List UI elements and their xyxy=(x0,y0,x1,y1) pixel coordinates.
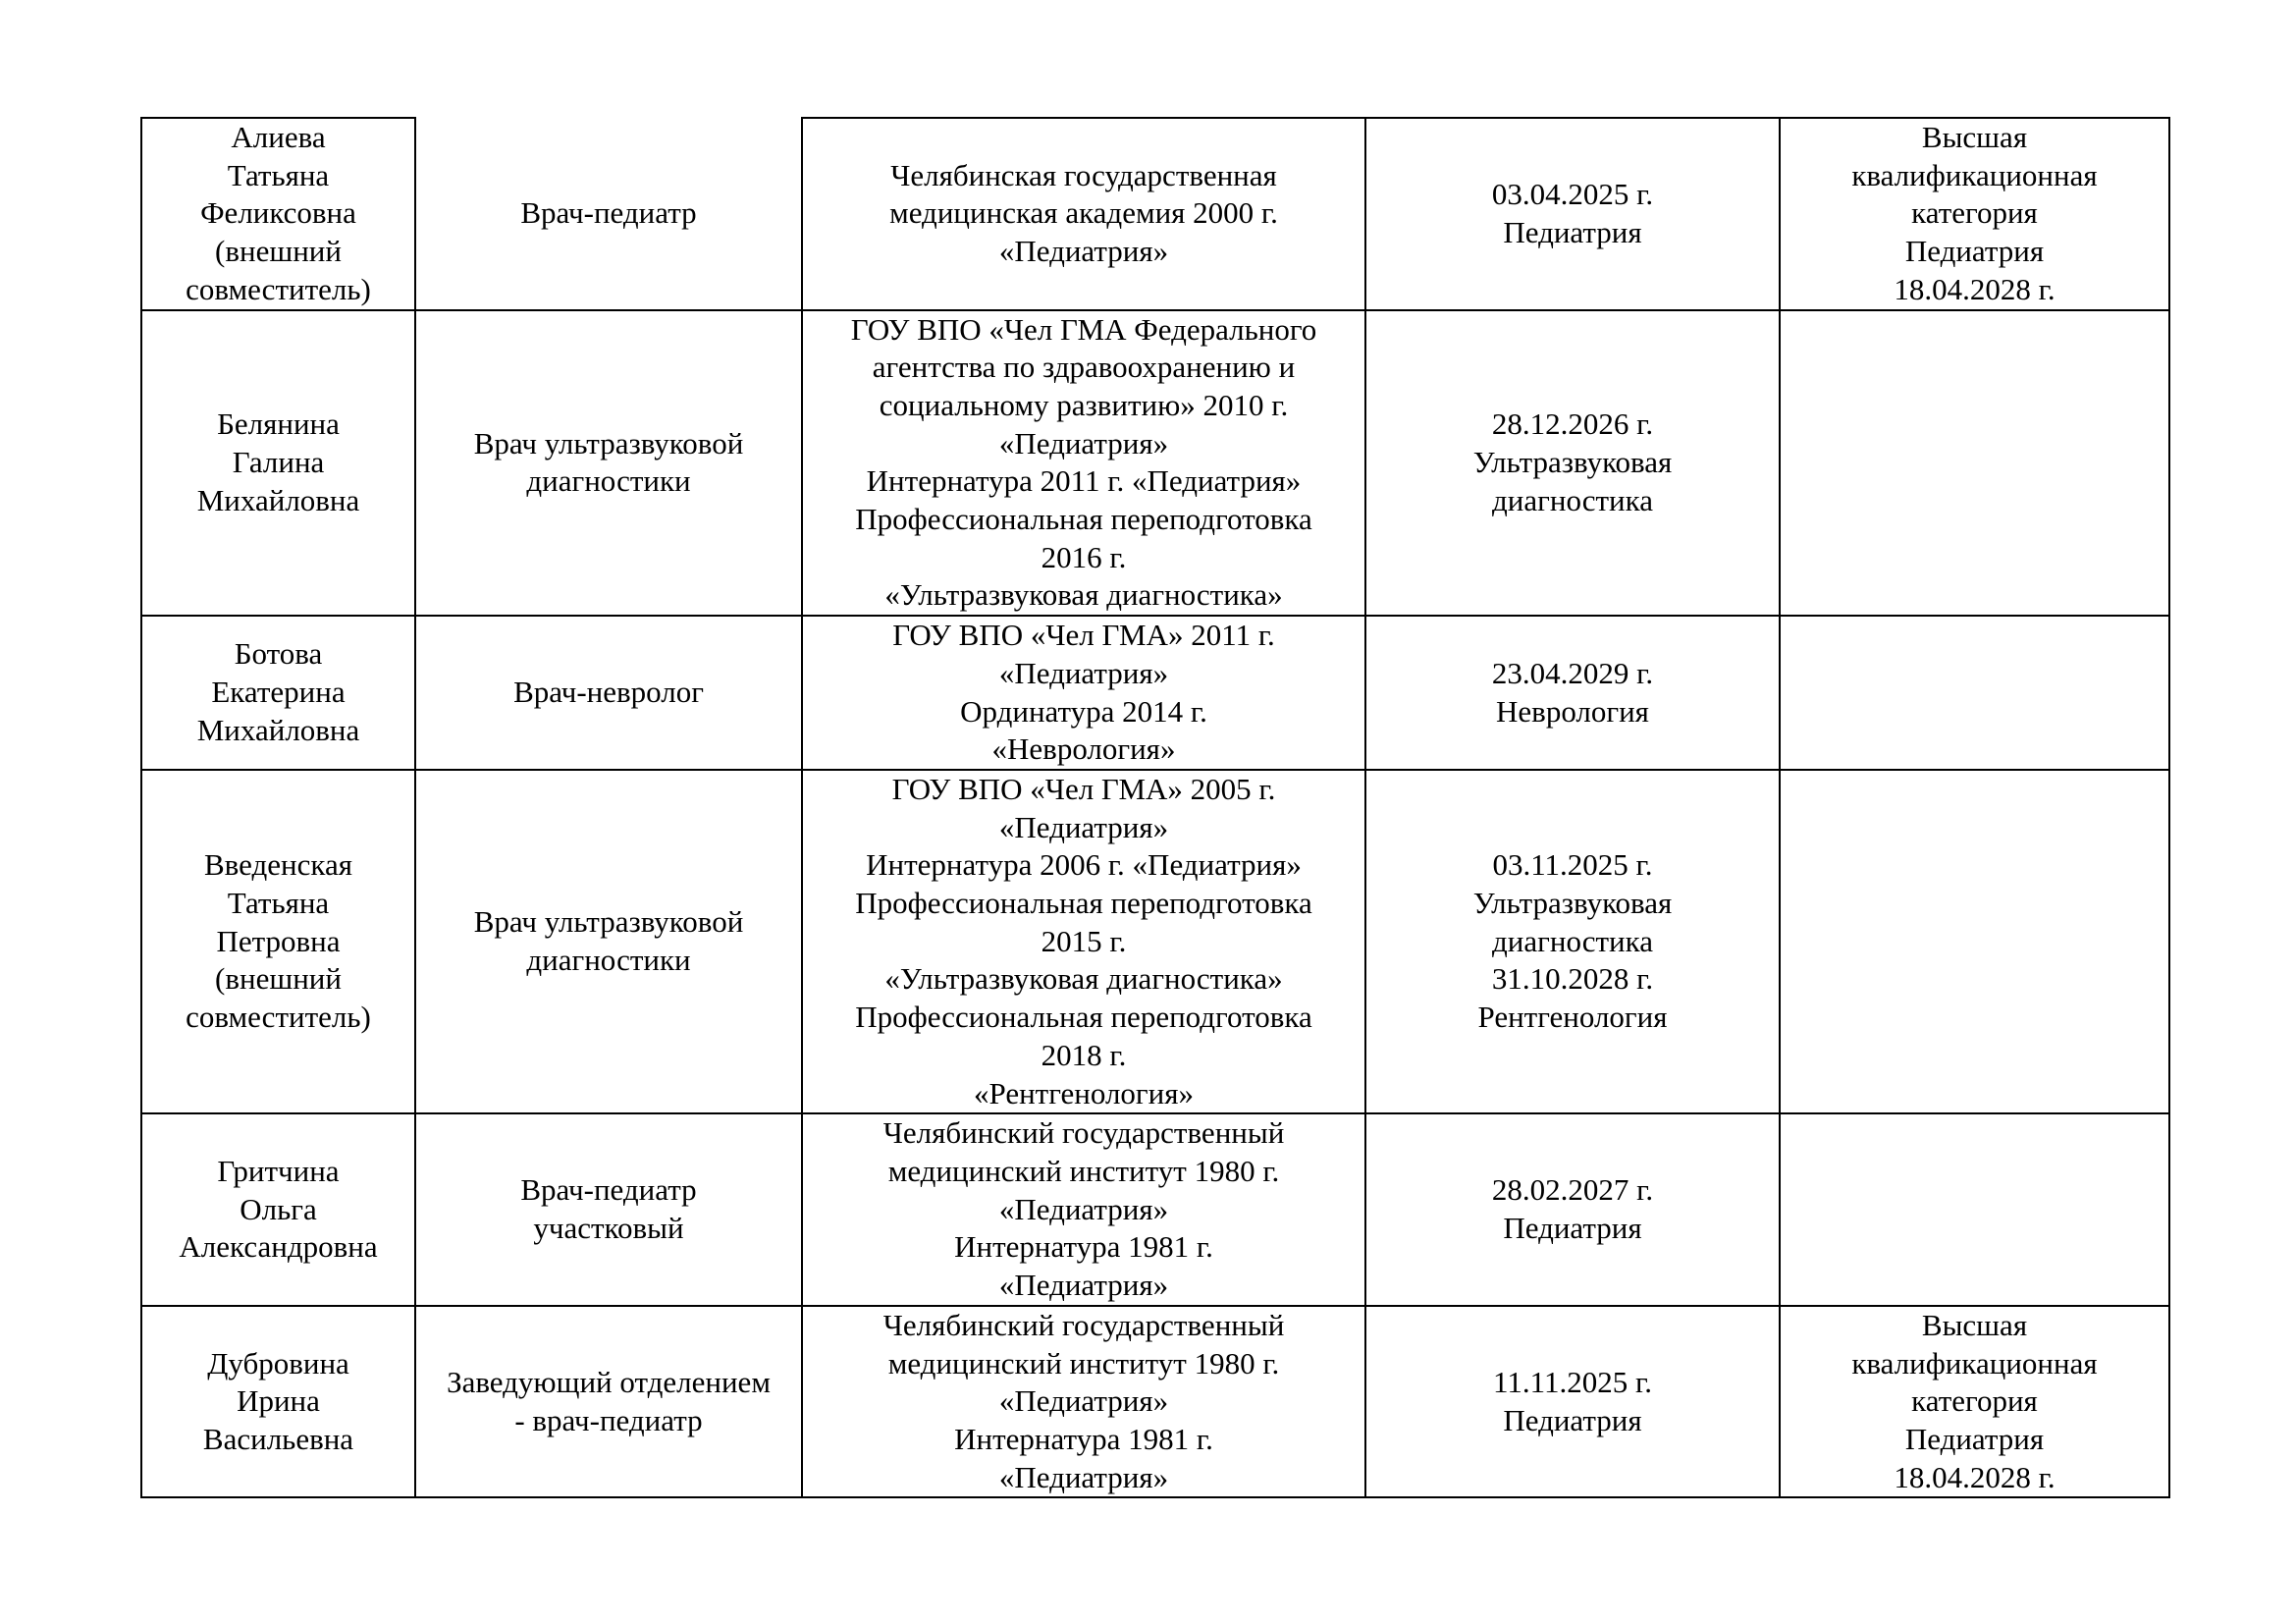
table-row xyxy=(141,1113,2169,1306)
position-cell: Врач-педиатр xyxy=(415,118,802,310)
category-cell xyxy=(1780,770,2169,1113)
education-cell: ГОУ ВПО «Чел ГМА» 2011 г. «Педиатрия» Ординатура 2014 г. «Неврология» xyxy=(802,616,1365,770)
position-cell: Врач-невролог xyxy=(415,616,802,770)
category-cell xyxy=(1780,310,2169,617)
certificate-cell: 11.11.2025 г. Педиатрия xyxy=(1365,1306,1780,1498)
certificate-cell: 03.04.2025 г. Педиатрия xyxy=(1365,118,1780,310)
employee-name-cell: Ботова Екатерина Михайловна xyxy=(141,616,415,770)
table-row xyxy=(141,616,2169,770)
category-cell xyxy=(1780,616,2169,770)
certificate-cell: 28.02.2027 г. Педиатрия xyxy=(1365,1113,1780,1306)
table-row xyxy=(141,118,2169,310)
education-cell: ГОУ ВПО «Чел ГМА» 2005 г. «Педиатрия» Интернатура 2006 г. «Педиатрия» Профессиональная переподготовка 2015 г. «Ультразвуковая диагностика» Профессиональная переподготовка 2018 г. «Рентгенология» xyxy=(802,770,1365,1113)
table-row xyxy=(141,310,2169,617)
category-cell: Высшая квалификационная категория Педиатрия 18.04.2028 г. xyxy=(1780,1306,2169,1498)
category-cell xyxy=(1780,1113,2169,1306)
staff-table xyxy=(140,117,2170,1498)
employee-name-cell: Введенская Татьяна Петровна (внешний совместитель) xyxy=(141,770,415,1113)
employee-name-cell: Алиева Татьяна Феликсовна (внешний совместитель) xyxy=(141,118,415,310)
category-cell: Высшая квалификационная категория Педиатрия 18.04.2028 г. xyxy=(1780,118,2169,310)
position-cell: Врач-педиатр участковый xyxy=(415,1113,802,1306)
education-cell: ГОУ ВПО «Чел ГМА Федерального агентства по здравоохранению и социальному развитию» 2010 г. «Педиатрия» Интернатура 2011 г. «Педиатрия» Профессиональная переподготовка 2016 г. «Ультразвуковая диагностика» xyxy=(802,310,1365,617)
position-cell: Врач ультразвуковой диагностики xyxy=(415,310,802,617)
position-cell: Заведующий отделением - врач-педиатр xyxy=(415,1306,802,1498)
certificate-cell: 03.11.2025 г. Ультразвуковая диагностика 31.10.2028 г. Рентгенология xyxy=(1365,770,1780,1113)
employee-name-cell: Дубровина Ирина Васильевна xyxy=(141,1306,415,1498)
employee-name-cell: Гритчина Ольга Александровна xyxy=(141,1113,415,1306)
table-row xyxy=(141,770,2169,1113)
employee-name-cell: Белянина Галина Михайловна xyxy=(141,310,415,617)
education-cell: Челябинский государственный медицинский институт 1980 г. «Педиатрия» Интернатура 1981 г. «Педиатрия» xyxy=(802,1113,1365,1306)
table-row xyxy=(141,1306,2169,1498)
certificate-cell: 23.04.2029 г. Неврология xyxy=(1365,616,1780,770)
position-cell: Врач ультразвуковой диагностики xyxy=(415,770,802,1113)
education-cell: Челябинская государственная медицинская академия 2000 г. «Педиатрия» xyxy=(802,118,1365,310)
education-cell: Челябинский государственный медицинский институт 1980 г. «Педиатрия» Интернатура 1981 г. «Педиатрия» xyxy=(802,1306,1365,1498)
certificate-cell: 28.12.2026 г. Ультразвуковая диагностика xyxy=(1365,310,1780,617)
